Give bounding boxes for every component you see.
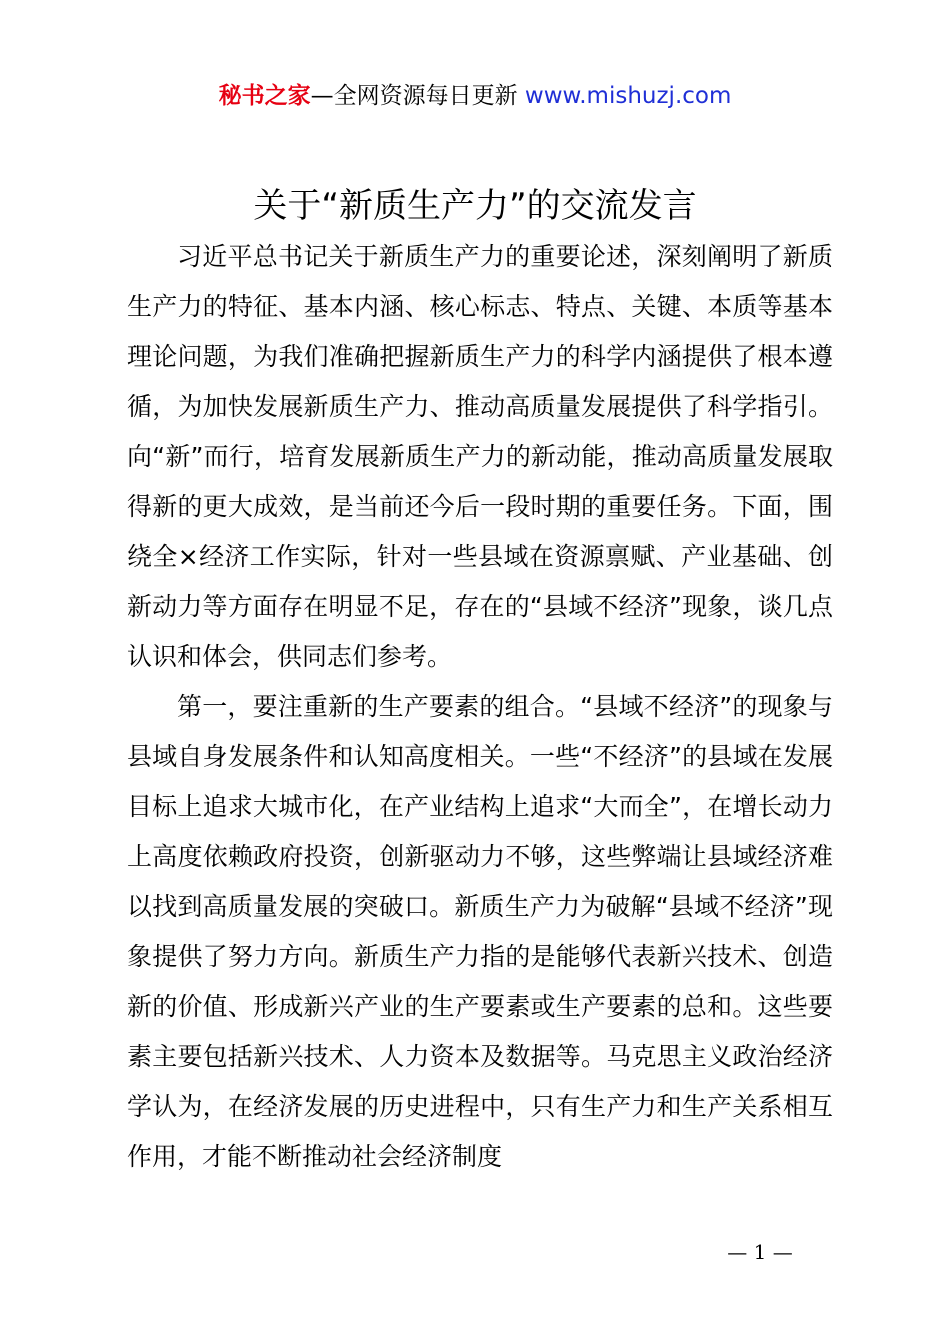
document-title: 关于“新质生产力”的交流发言 (253, 186, 697, 226)
document-body (127, 232, 833, 1182)
site-header (0, 80, 950, 112)
paragraph-first-point: 第一，要注重新的生产要素的组合。“县域不经济”的现象与县域自身发展条件和认知高度相关。一些“不经济”的县域在发展目标上追求大城市化，在产业结构上追求“大而全”，在增长动力上高度依赖政府投资，创新驱动力不够，这些弊端让县域经济难以找到高质量发展的突破口。新质生产力为破解“县域不经济”现象提供了努力方向。新质生产力指的是能够代表新兴技术、创造新的价值、形成新兴产业的生产要素或生产要素的总和。这些要素主要包括新兴技术、人力资本及数据等。马克思主义政治经济学认为，在经济发展的历史进程中，只有生产力和生产关系相互作用，才能不断推动社会经济制度 (127, 692, 833, 1171)
site-url-link[interactable]: www.mishuzj.com (524, 83, 732, 109)
paragraph-intro: 习近平总书记关于新质生产力的重要论述，深刻阐明了新质生产力的特征、基本内涵、核心标志、特点、关键、本质等基本理论问题，为我们准确把握新质生产力的科学内涵提供了根本遵循，为加快发展新质生产力、推动高质量发展提供了科学指引。向“新”而行，培育发展新质生产力的新动能，推动高质量发展取得新的更大成效，是当前还今后一段时期的重要任务。下面，围绕全×经济工作实际，针对一些县域在资源禀赋、产业基础、创新动力等方面存在明显不足，存在的“县域不经济”现象，谈几点认识和体会，供同志们参考。 (127, 242, 833, 671)
site-slogan: —全网资源每日更新 (310, 83, 525, 109)
site-brand: 秘书之家 (218, 83, 311, 109)
page-number: — 1 — (727, 1240, 793, 1264)
